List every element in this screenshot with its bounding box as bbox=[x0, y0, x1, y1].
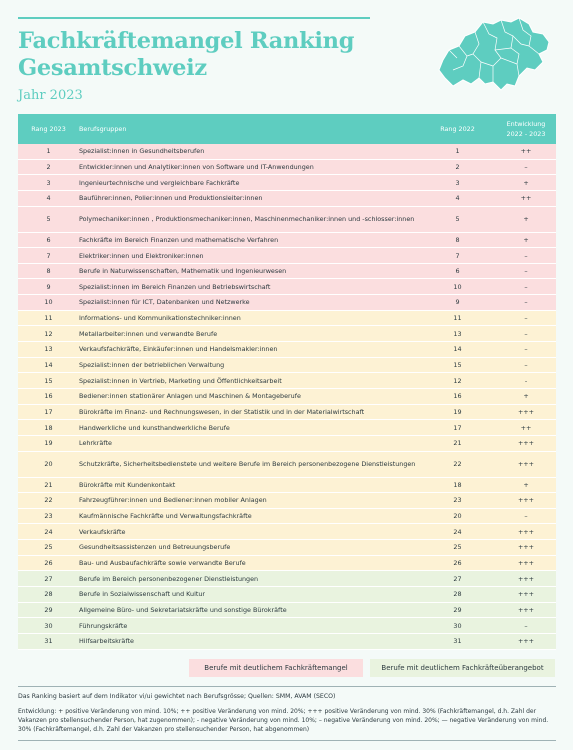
table-row bbox=[18, 358, 556, 374]
table-row bbox=[18, 191, 556, 207]
group-cell: Metallarbeiter:innen und verwandte Berufe bbox=[79, 329, 218, 338]
rank-2022-cell: 19 bbox=[453, 407, 462, 416]
footer-source: Das Ranking basiert auf dem Indikator vi/ui gewichtet nach Berufsgrösse; Quellen: SMM, AVAM (SECO) bbox=[18, 693, 336, 700]
table-row bbox=[18, 571, 556, 587]
development-cell: – bbox=[524, 621, 528, 630]
group-cell: Schutzkräfte, Sicherheitsbedienstete und weitere Berufe im Bereich personenbezogene Dienstleistungen bbox=[79, 460, 416, 469]
development-cell: +++ bbox=[517, 439, 535, 448]
group-cell: Führungskräfte bbox=[79, 621, 128, 630]
rank-2022-cell: 13 bbox=[453, 329, 462, 338]
rank-2022-cell: 31 bbox=[453, 637, 462, 646]
table-body bbox=[18, 144, 556, 650]
rank-cell: 3 bbox=[46, 178, 51, 187]
rank-cell: 28 bbox=[44, 590, 53, 599]
development-cell: – bbox=[524, 314, 528, 323]
rank-cell: 8 bbox=[46, 267, 51, 276]
group-cell: Kaufmännische Fachkräfte und Verwaltungsfachkräfte bbox=[79, 512, 252, 521]
group-cell: Handwerkliche und kunsthandwerkliche Berufe bbox=[79, 423, 230, 432]
rank-2022-cell: 18 bbox=[453, 480, 462, 489]
table-row bbox=[18, 311, 556, 327]
development-cell: – bbox=[524, 282, 528, 291]
rank-2022-cell: 21 bbox=[453, 439, 462, 448]
development-cell: – bbox=[524, 512, 528, 521]
development-cell: +++ bbox=[517, 605, 535, 614]
rank-2022-cell: 17 bbox=[453, 423, 462, 432]
table-row bbox=[18, 603, 556, 619]
rank-2022-cell: 22 bbox=[453, 460, 462, 469]
rank-2022-cell: 27 bbox=[453, 574, 462, 583]
rank-2022-cell: 4 bbox=[455, 194, 460, 203]
rank-cell: 24 bbox=[44, 527, 53, 536]
rank-cell: 31 bbox=[44, 637, 53, 646]
development-cell: + bbox=[523, 480, 529, 489]
switzerland-map-icon bbox=[435, 14, 555, 94]
rank-2022-cell: 30 bbox=[453, 621, 462, 630]
rank-cell: 26 bbox=[44, 559, 53, 568]
group-cell: Lehrkräfte bbox=[79, 439, 112, 448]
group-cell: Gesundheitsassistenzen und Betreuungsberufe bbox=[79, 543, 231, 552]
rank-2022-cell: 5 bbox=[455, 215, 460, 224]
title-top-rule bbox=[18, 17, 370, 19]
bottom-divider bbox=[18, 740, 556, 741]
group-cell: Verkaufsfachkräfte, Einkäufer:innen und Handelsmakler:innen bbox=[79, 345, 278, 354]
table-row bbox=[18, 452, 556, 478]
rank-cell: 1 bbox=[46, 147, 51, 156]
rank-2022-cell: 24 bbox=[453, 527, 462, 536]
group-cell: Spezialist:innen für ICT, Datenbanken und Netzwerke bbox=[79, 298, 250, 307]
rank-2022-cell: 12 bbox=[453, 376, 462, 385]
development-cell: ++ bbox=[520, 194, 532, 203]
table-row bbox=[18, 587, 556, 603]
development-cell: + bbox=[523, 392, 529, 401]
rank-2022-cell: 9 bbox=[455, 298, 460, 307]
rank-2022-cell: 23 bbox=[453, 496, 462, 505]
table-row bbox=[18, 326, 556, 342]
rank-2022-cell: 14 bbox=[453, 345, 462, 354]
group-cell: Berufe im Bereich personenbezogener Dienstleistungen bbox=[79, 574, 259, 583]
group-cell: Bürokräfte mit Kundenkontakt bbox=[79, 480, 176, 489]
table-row bbox=[18, 420, 556, 436]
rank-2022-cell: 8 bbox=[455, 235, 460, 244]
table-row bbox=[18, 175, 556, 191]
table-row bbox=[18, 540, 556, 556]
group-cell: Berufe in Naturwissenschaften, Mathematik und Ingenieurwesen bbox=[79, 267, 287, 276]
rank-cell: 6 bbox=[46, 235, 51, 244]
rank-2022-cell: 16 bbox=[453, 392, 462, 401]
rank-cell: 21 bbox=[44, 480, 53, 489]
rank-cell: 12 bbox=[44, 329, 53, 338]
table-row bbox=[18, 144, 556, 160]
table-row bbox=[18, 634, 556, 650]
development-cell: – bbox=[524, 345, 528, 354]
rank-cell: 18 bbox=[44, 423, 53, 432]
group-cell: Fahrzeugführer:innen und Bediener:innen mobiler Anlagen bbox=[79, 496, 267, 505]
development-cell: – bbox=[524, 329, 528, 338]
ranking-table bbox=[18, 114, 556, 650]
rank-2022-cell: 11 bbox=[453, 314, 462, 323]
development-cell: +++ bbox=[517, 496, 535, 505]
table-row bbox=[18, 233, 556, 249]
table-row bbox=[18, 405, 556, 421]
rank-cell: 27 bbox=[44, 574, 53, 583]
table-row bbox=[18, 493, 556, 509]
table-row bbox=[18, 478, 556, 494]
rank-2022-cell: 1 bbox=[455, 147, 460, 156]
header-rank-2023: Rang 2023 bbox=[31, 125, 66, 133]
rank-cell: 16 bbox=[44, 392, 53, 401]
table-row bbox=[18, 279, 556, 295]
group-cell: Polymechaniker:innen , Produktionsmechaniker:innen, Maschinenmechaniker:innen und -schlosser:innen bbox=[79, 215, 415, 224]
rank-cell: 30 bbox=[44, 621, 53, 630]
rank-2022-cell: 10 bbox=[453, 282, 462, 291]
development-cell: +++ bbox=[517, 543, 535, 552]
development-cell: +++ bbox=[517, 590, 535, 599]
header-entwicklung bbox=[496, 119, 556, 139]
rank-cell: 25 bbox=[44, 543, 53, 552]
rank-2022-cell: 29 bbox=[453, 605, 462, 614]
development-cell: +++ bbox=[517, 574, 535, 583]
group-cell: Allgemeine Büro- und Sekretariatskräfte und sonstige Bürokräfte bbox=[79, 605, 287, 614]
development-cell: – bbox=[524, 361, 528, 369]
table-row bbox=[18, 207, 556, 233]
rank-cell: 23 bbox=[44, 512, 53, 521]
table-row bbox=[18, 342, 556, 358]
group-cell: Elektriker:innen und Elektroniker:innen bbox=[79, 251, 204, 260]
table-row bbox=[18, 618, 556, 634]
table-row bbox=[18, 248, 556, 264]
year-subtitle: Jahr 2023 bbox=[18, 88, 83, 103]
group-cell: Bürokräfte im Finanz- und Rechnungswesen, in der Statistik und in der Materialwirtschaft bbox=[79, 407, 365, 416]
table-row bbox=[18, 524, 556, 540]
rank-2022-cell: 15 bbox=[453, 361, 462, 369]
table-header bbox=[18, 114, 556, 144]
development-cell: +++ bbox=[517, 407, 535, 416]
group-cell: Spezialist:innen im Bereich Finanzen und Betriebswirtschaft bbox=[79, 282, 271, 291]
development-cell: + bbox=[523, 215, 529, 224]
development-cell: + bbox=[523, 235, 529, 244]
footer-divider bbox=[18, 686, 556, 687]
table-row bbox=[18, 295, 556, 311]
rank-2022-cell: 7 bbox=[455, 251, 460, 260]
header-entwicklung-line1: Entwicklung bbox=[506, 120, 546, 128]
page-title-line1: Fachkräftemangel Ranking bbox=[18, 28, 355, 54]
development-cell: + bbox=[523, 178, 529, 187]
development-cell: - bbox=[524, 376, 528, 385]
page-title-line2: Gesamtschweiz bbox=[18, 55, 207, 81]
group-cell: Fachkräfte im Bereich Finanzen und mathematische Verfahren bbox=[79, 235, 279, 244]
page-title bbox=[18, 28, 354, 82]
rank-cell: 19 bbox=[44, 439, 53, 448]
rank-2022-cell: 25 bbox=[453, 543, 462, 552]
group-cell: Spezialist:innen in Gesundheitsberufen bbox=[79, 147, 205, 156]
rank-2022-cell: 3 bbox=[455, 178, 460, 187]
legend-surplus: Berufe mit deutlichem Fachkräfteüberangebot bbox=[370, 659, 555, 677]
rank-2022-cell: 2 bbox=[455, 162, 460, 171]
group-cell: Spezialist:innen in Vertrieb, Marketing und Öffentlichkeitsarbeit bbox=[79, 376, 282, 385]
rank-cell: 13 bbox=[44, 345, 53, 354]
rank-cell: 29 bbox=[44, 605, 53, 614]
development-cell: ++ bbox=[520, 423, 532, 432]
rank-cell: 20 bbox=[44, 460, 53, 469]
table-row bbox=[18, 509, 556, 525]
development-cell: +++ bbox=[517, 460, 535, 469]
development-cell: +++ bbox=[517, 559, 535, 568]
rank-cell: 14 bbox=[44, 361, 53, 369]
rank-2022-cell: 26 bbox=[453, 559, 462, 568]
rank-cell: 5 bbox=[46, 215, 51, 224]
development-cell: – bbox=[524, 251, 528, 260]
rank-cell: 10 bbox=[44, 298, 53, 307]
table-row bbox=[18, 160, 556, 176]
group-cell: Informations- und Kommunikationstechniker:innen bbox=[79, 314, 241, 323]
rank-cell: 17 bbox=[44, 407, 53, 416]
group-cell: Ingenieurtechnische und vergleichbare Fachkräfte bbox=[79, 178, 240, 187]
rank-cell: 7 bbox=[46, 251, 51, 260]
development-cell: ++ bbox=[520, 147, 532, 156]
group-cell: Bauführer:innen, Polier:innen und Produktionsleiter:innen bbox=[79, 194, 263, 203]
rank-cell: 22 bbox=[44, 496, 53, 505]
development-cell: +++ bbox=[517, 527, 535, 536]
rank-cell: 2 bbox=[46, 162, 51, 171]
rank-2022-cell: 20 bbox=[453, 512, 462, 521]
group-cell: Bau- und Ausbaufachkräfte sowie verwandte Berufe bbox=[79, 559, 246, 568]
table-row bbox=[18, 389, 556, 405]
rank-cell: 9 bbox=[46, 282, 51, 291]
rank-cell: 11 bbox=[44, 314, 53, 323]
development-cell: – bbox=[524, 298, 528, 307]
group-cell: Entwickler:innen und Analytiker:innen von Software und IT-Anwendungen bbox=[79, 162, 314, 171]
header-entwicklung-line2: 2022 - 2023 bbox=[506, 130, 546, 138]
group-cell: Verkaufskräfte bbox=[79, 527, 126, 536]
group-cell: Spezialist:innen der betrieblichen Verwaltung bbox=[79, 361, 225, 369]
table-row bbox=[18, 373, 556, 389]
development-cell: +++ bbox=[517, 637, 535, 646]
group-cell: Bediener:innen stationärer Anlagen und Maschinen & Montageberufe bbox=[79, 392, 301, 401]
development-cell: – bbox=[524, 162, 528, 171]
header-berufsgruppen: Berufsgruppen bbox=[79, 125, 127, 133]
footer-explanation: Entwicklung: + positive Veränderung von mind. 10%; ++ positive Veränderung von mind. 20%; +++ positive Veränderung von mind. 30% (Fachkräftemangel, d.h. Zahl der Vakanzen pro stellensuchender Person, hat zugenommen); - negative Veränderung von mind. 10%; – negative Veränderung von mind. 20%; — negative Veränderung von mind. 30% (Fachkräftemangel, d.h. Zahl der Vakanzen pro stellensuchender Person, hat abgenommen) bbox=[18, 708, 549, 733]
group-cell: Hilfsarbeitskräfte bbox=[79, 637, 134, 646]
rank-cell: 4 bbox=[46, 194, 51, 203]
header-rank-2022: Rang 2022 bbox=[440, 125, 475, 133]
legend-shortage: Berufe mit deutlichem Fachkräftemangel bbox=[189, 659, 363, 677]
rank-cell: 15 bbox=[44, 376, 53, 385]
table-row bbox=[18, 556, 556, 572]
table-row bbox=[18, 264, 556, 280]
table-row bbox=[18, 436, 556, 452]
rank-2022-cell: 6 bbox=[455, 267, 460, 276]
rank-2022-cell: 28 bbox=[453, 590, 462, 599]
development-cell: – bbox=[524, 267, 528, 276]
group-cell: Berufe in Sozialwissenschaft und Kultur bbox=[79, 590, 206, 599]
